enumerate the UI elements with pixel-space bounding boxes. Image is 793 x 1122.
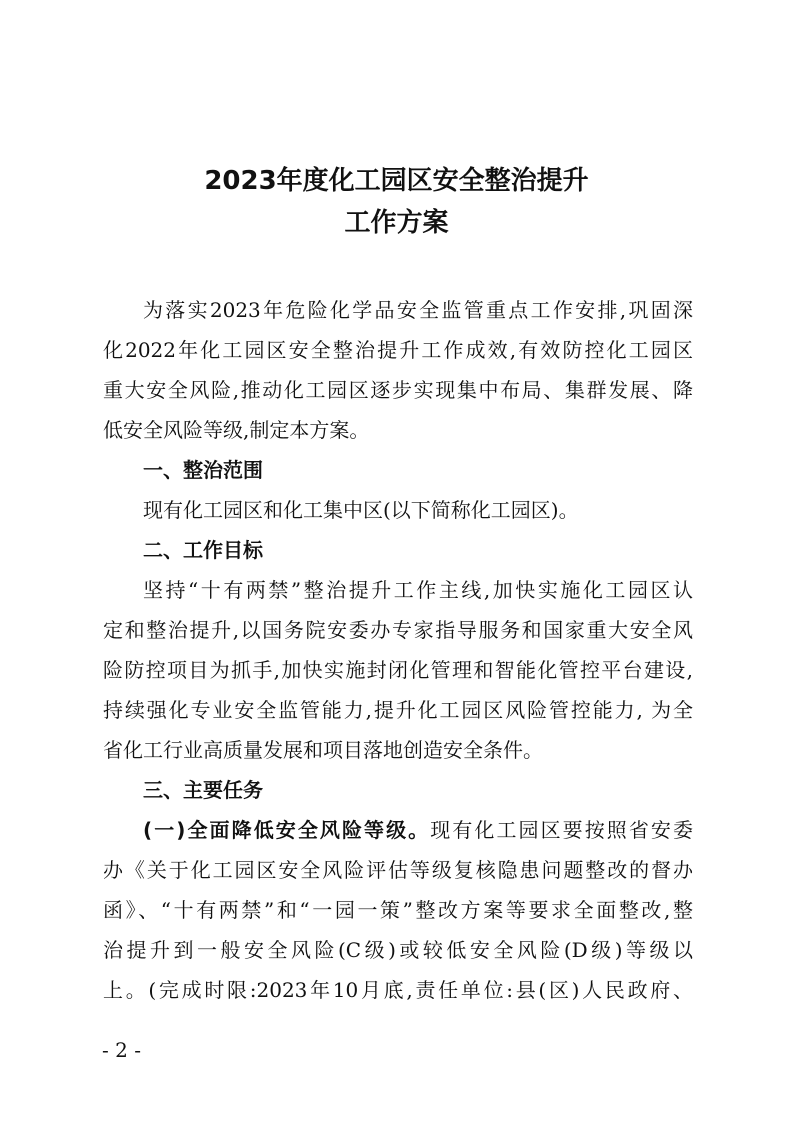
task-1-bold-heading: (一)全面降低安全风险等级。	[143, 818, 431, 842]
paragraph-goals-line-3: 险防控项目为抓手,加快实施封闭化管理和智能化管控平台建设,	[103, 658, 693, 682]
paragraph-goals-line-1: 坚持“十有两禁”整治提升工作主线,加快实施化工园区认	[143, 578, 693, 602]
task-1-text: 现有化工园区要按照省安委	[430, 818, 694, 842]
section-heading-scope: 一、整治范围	[143, 458, 263, 482]
paragraph-goals-line-2: 定和整治提升,以国务院安委办专家指导服务和国家重大安全风	[103, 618, 693, 642]
paragraph-tasks-line-2: 办《关于化工园区安全风险评估等级复核隐患问题整改的督办	[103, 858, 693, 882]
page-number: - 2 -	[102, 1038, 141, 1062]
paragraph-intro-line-1: 为落实2023年危险化学品安全监管重点工作安排,巩固深	[143, 298, 693, 322]
paragraph-tasks-line-4: 治提升到一般安全风险(C级)或较低安全风险(D级)等级以	[103, 938, 693, 962]
paragraph-goals-line-5: 省化工行业高质量发展和项目落地创造安全条件。	[103, 738, 543, 762]
section-heading-tasks: 三、主要任务	[143, 778, 263, 802]
paragraph-scope-line-1: 现有化工园区和化工集中区(以下简称化工园区)。	[143, 498, 579, 522]
paragraph-tasks-line-5: 上。(完成时限:2023年10月底,责任单位:县(区)人民政府、	[103, 978, 693, 1002]
document-title-line-2: 工作方案	[344, 208, 449, 238]
paragraph-goals-line-4: 持续强化专业安全监管能力,提升化工园区风险管控能力, 为全	[103, 698, 693, 722]
paragraph-tasks-line-1	[143, 812, 693, 848]
paragraph-intro-line-2: 化2022年化工园区安全整治提升工作成效,有效防控化工园区	[103, 338, 693, 362]
paragraph-intro-line-4: 低安全风险等级,制定本方案。	[103, 418, 370, 442]
paragraph-intro-line-3: 重大安全风险,推动化工园区逐步实现集中布局、集群发展、降	[103, 378, 693, 402]
document-title-line-1: 2023年度化工园区安全整治提升	[204, 166, 589, 196]
section-heading-goals: 二、工作目标	[143, 538, 263, 562]
paragraph-tasks-line-3: 函》、“十有两禁”和“一园一策”整改方案等要求全面整改,整	[103, 898, 693, 922]
